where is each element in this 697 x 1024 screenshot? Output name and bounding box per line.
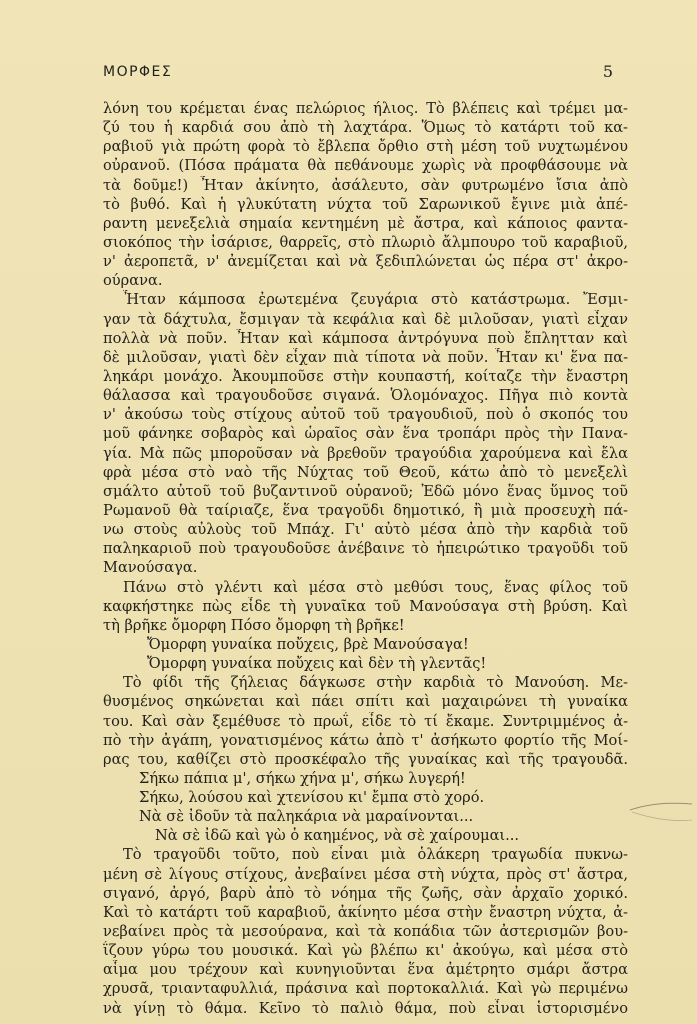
- text-line: νω στοὺς αὐλοὺς τοῦ Μπάχ. Γι' αὐτὸ μέσα ἀπὸ τὴν καρδιὰ τοῦ: [103, 521, 628, 539]
- text-line: σιοκόπος τὴν ἰσάρισε, θαρρεῖς, στὸ πλωριὸ ἄλμπουρο τοῦ καραβιοῦ,: [103, 233, 628, 251]
- running-head: ΜΟΡΦΕΣ: [103, 64, 173, 80]
- text-line: ΐζουν γύρω του μουσικά. Καὶ γὼ βλέπω κι' ἀκούγω, καὶ μέσα στὸ: [103, 942, 628, 960]
- text-line: ν' ἀκούσω τοὺς στίχους αὐτοῦ τοῦ τραγουδιοῦ, ποὺ ὁ σκοπός του: [103, 406, 628, 424]
- text-line: οὐρανοῦ. (Πόσα πράματα θὰ πεθάνουμε χωρὶς νὰ προφθάσουμε νὰ: [103, 157, 628, 175]
- text-line: νεβαίνει πρὸς τὰ μεσούρανα, καὶ τὰ κοπάδια τῶν ἀστερισμῶν βου-: [103, 923, 628, 941]
- text-line: χρυσᾶ, τριανταφυλλιά, πράσινα καὶ πορτοκαλλιά. Καὶ γὼ περιμένω: [103, 980, 628, 998]
- text-line: θυσμένος σηκώνεται καὶ πάει σπίτι καὶ μαχαιρώνει τὴ γυναίκα: [103, 693, 628, 711]
- text-line: αἷμα μου τρέχουν καὶ κυνηγιοῦνται ἕνα ἀμέτρητο σμάρι ἄστρα: [103, 961, 628, 979]
- text-line: νὰ γίνῃ τὸ θάμα. Κεῖνο τὸ παλιὸ θάμα, ποὺ εἶναι ἱστορισμένο: [103, 999, 628, 1017]
- page-header: [103, 64, 613, 84]
- text-line: Ὄμορφη γυναίκα ποὔχεις, βρὲ Μανούσαγα!: [147, 635, 469, 653]
- body-text: [103, 99, 628, 1018]
- text-line: παληκαριοῦ ποὺ τραγουδοῦσε ἀνέβαινε τὸ ἠπειρώτικο τραγοῦδι τοῦ: [103, 540, 628, 558]
- text-line: ραντη μενεξελιὰ σημαία κεντημένη μὲ ἄστρα, καὶ κάποιος φαντα-: [103, 214, 628, 232]
- text-line: μένη σὲ λίγους στίχους, ἀνεβαίνει μέσα στὴ νύχτα, πρὸς στ' ἄστρα,: [103, 865, 628, 883]
- text-line: ζύ του ἡ καρδιά σου ἀπὸ τὴ λαχτάρα. Ὅμως τὸ κατάρτι τοῦ κα-: [103, 119, 628, 137]
- text-line: πὸ τὴν ἀγάπη, γονατισμένος κάτω ἀπὸ τ' ἀσήκωτο φορτίο τῆς Μοί-: [103, 731, 628, 749]
- text-line: σιγανό, ἀργό, βαρὺ ἀπὸ τὸ νόημα τῆς ζωῆς, σὰν ἀρχαῖο χορικό.: [103, 884, 628, 902]
- text-line: καφκήστηκε πὼς εἶδε τὴ γυναῖκα τοῦ Μανούσαγα στὴ βρύση. Καὶ: [103, 597, 628, 615]
- text-line: Πάνω στὸ γλέντι καὶ μέσα στὸ μεθύσι τους, ἕνας φίλος τοῦ: [123, 578, 628, 596]
- text-line: Τὸ τραγοῦδι τοῦτο, ποὺ εἶναι μιὰ ὁλάκερη τραγωδία πυκνω-: [123, 846, 628, 864]
- text-line: Νὰ σὲ ἰδῶ καὶ γὼ ὁ καημένος, νὰ σὲ χαίρουμαι...: [155, 827, 520, 845]
- text-line: Τὸ φίδι τῆς ζήλειας δάγκωσε στὴν καρδιὰ τὸ Μανούση. Με-: [123, 674, 628, 692]
- text-line: τὴ βρῆκε ὄμορφη Πόσο ὄμορφη τὴ βρῆκε!: [103, 616, 405, 634]
- text-line: του. Καὶ σὰν ξεμέθυσε τὸ πρωΐ, εἶδε τὸ τί ἔκαμε. Συντριμμένος ἀ-: [103, 712, 628, 730]
- text-line: τὰ δοῦμε!) Ἦταν ἀκίνητο, ἀσάλευτο, σὰν φυτρωμένο ἴσια ἀπὸ: [103, 176, 628, 194]
- text-line: Ρωμανοῦ θὰ ταίριαζε, ἕνα τραγοῦδι δημοτικό, ἢ μιὰ προσευχὴ πά-: [103, 501, 628, 519]
- text-line: σμάλτο αὐτοῦ τοῦ βυζαντινοῦ οὐρανοῦ; Ἐδῶ μόνο ἕνας ὕμνος τοῦ: [103, 482, 628, 500]
- text-line: Σήκω πάπια μ', σήκω χήνα μ', σήκω λυγερή!: [139, 769, 466, 787]
- text-line: δὲ μιλοῦσαν, γιατὶ δὲν εἶχαν πιὰ τίποτα νὰ ποῦν. Ἦταν κι' ἕνα πα-: [103, 348, 628, 366]
- page-number: 5: [602, 62, 613, 81]
- text-line: τὸ βυθό. Καὶ ἡ γλυκύτατη νύχτα τοῦ Σαρωνικοῦ ἔγινε μιὰ ἀπέ-: [103, 195, 628, 213]
- text-line: λόνη του κρέμεται ένας πελώριος ήλιος. Τὸ βλέπεις καὶ τρέμει μα-: [103, 100, 628, 117]
- text-line: Σήκω, λούσου καὶ χτενίσου κι' ἔμπα στὸ χορό.: [139, 789, 485, 807]
- text-line: ρας του, καθίζει στὸ προσκέφαλο τῆς γυναίκας καὶ τῆς τραγουδᾶ.: [103, 750, 628, 768]
- text-line: θάλασσα καὶ τραγουδοῦσε σιγανά. Ὁλομόναχος. Πῆγα πιὸ κοντὰ: [103, 387, 628, 405]
- text-line: ραβιοῦ γιὰ πρώτη φορὰ τὸ ἔβλεπα ὄρθιο στὴ μέση τοῦ νυχτωμένου: [103, 138, 628, 156]
- text-line: πολλὰ νὰ ποῦν. Ἦταν καὶ κάμποσα ἀντρόγυνα ποὺ ἔπλητταν καὶ: [103, 329, 628, 347]
- text-line: φρὰ μέσα στὸ ναὸ τῆς Νύχτας τοῦ Θεοῦ, κάτω ἀπὸ τὸ μενεξελὶ: [103, 463, 628, 481]
- text-line: Ἦταν κάμποσα ἐρωτεμένα ζευγάρια στὸ κατάστρωμα. Ἔσμι-: [123, 291, 628, 309]
- pen-stroke-mark: [628, 800, 694, 824]
- text-line: Νὰ σὲ ἰδοῦν τὰ παληκάρια νὰ μαραίνονται...: [139, 808, 474, 826]
- text-line: Ὄμορφη γυναίκα ποὔχεις καὶ δὲν τὴ γλεντᾶς!: [147, 655, 487, 673]
- text-line: γαν τὰ δάχτυλα, ἔσμιγαν τὰ κεφάλια καὶ δὲ μιλοῦσαν, γιατὶ εἶχαν: [103, 310, 628, 328]
- text-line: ούρανα.: [103, 272, 163, 290]
- text-line: Μανούσαγα.: [103, 559, 198, 577]
- text-line: ν' ἀεροπετᾶ, ν' ἀνεμίζεται καὶ νὰ ξεδιπλώνεται ὡς πέρα στ' ἀκρο-: [103, 253, 628, 271]
- text-line: μοῦ φάνηκε σοβαρὸς καὶ ὡραῖος σὰν ἕνα τροπάρι πρὸς τὴν Πανα-: [103, 425, 628, 443]
- text-line: ληκάρι μονάχο. Ἀκουμποῦσε στὴν κουπαστή, κοίταζε τὴν ἔναστρη: [103, 367, 628, 385]
- text-line: γία. Μὰ πῶς μποροῦσαν νὰ βρεθοῦν τραγούδια χαρούμενα καὶ ἔλα: [103, 444, 628, 462]
- text-line: Καὶ τὸ κατάρτι τοῦ καραβιοῦ, ἀκίνητο μέσα στὴν ἔναστρη νύχτα, ἀ-: [103, 903, 628, 921]
